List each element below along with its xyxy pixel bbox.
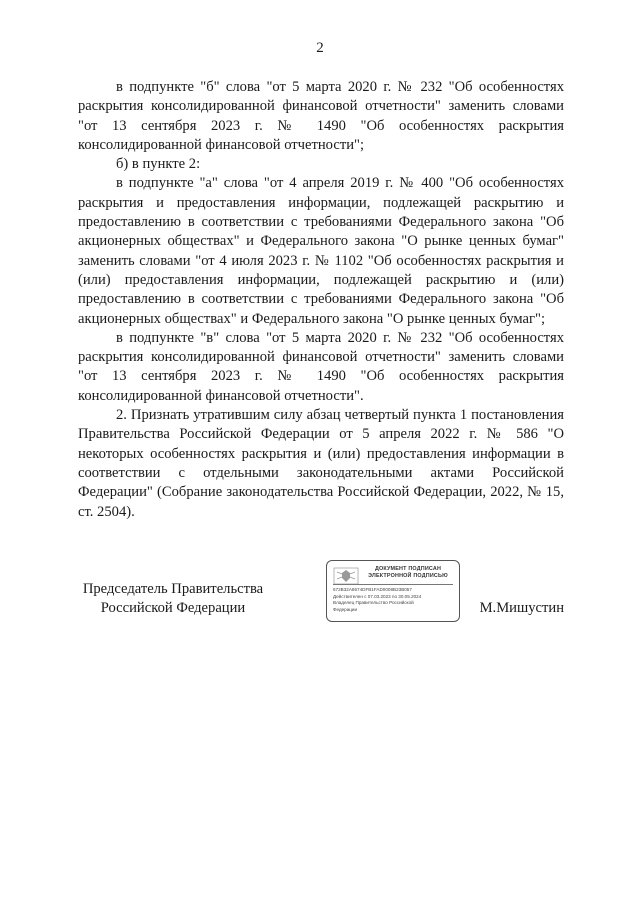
electronic-signature-stamp — [326, 560, 460, 622]
paragraph-item-2: 2. Признать утратившим силу абзац четвертый пункта 1 постановления Правительства Российской Федерации от 5 апреля 2022 г. № 586 "О некоторых особенностях раскрытия и (или) предоставления информации в соответствии с отдельными законодательными актами Российской Федерации" (Собрание законодательства Российской Федерации, 2022, № 15, ст. 2504). — [78, 407, 564, 520]
stamp-owner-line2: Федерации — [333, 606, 358, 612]
stamp-details — [333, 587, 455, 613]
signer-title — [78, 580, 268, 618]
document-body — [78, 78, 564, 522]
paragraph-subpoint-v: в подпункте "в" слова "от 5 марта 2020 г. № 232 "Об особенностях раскрытия консолидированной финансовой отчетности" заменить словами "от 13 сентября 2023 г. № 1490 "Об особенностях раскрытия консолидированной финансовой отчетности". — [78, 329, 564, 404]
signer-name: М.Мишустин — [479, 600, 564, 616]
paragraph-subpoint-b: в подпункте "б" слова "от 5 марта 2020 г. № 232 "Об особенностях раскрытия консолидированной финансовой отчетности" заменить словами "от 13 сентября 2023 г. № 1490 "Об особенностях раскрытия консолидированной финансовой отчетности"; — [78, 79, 564, 153]
stamp-certificate: 672B32A8674DFB1FAD0008B23B057 — [333, 587, 412, 592]
paragraph-point-2-heading: б) в пункте 2: — [116, 156, 201, 173]
signer-title-line2: Российской Федерации — [100, 600, 246, 616]
stamp-divider — [333, 584, 453, 585]
stamp-owner-line1: Владелец Правительство Российской — [333, 600, 414, 606]
stamp-heading — [361, 566, 455, 580]
page-number: 2 — [316, 40, 324, 56]
stamp-validity: Действителен с 07.03.2023 по 30.05.2024 — [333, 593, 422, 599]
stamp-heading-line2: ЭЛЕКТРОННОЙ ПОДПИСЬЮ — [368, 573, 448, 579]
signature-block — [78, 560, 564, 630]
signer-title-line1: Председатель Правительства — [82, 581, 264, 597]
paragraph-subpoint-a: в подпункте "а" слова "от 4 апреля 2019 г. № 400 "Об особенностях раскрытия и предоставления информации, подлежащей раскрытию и предоставлению в соответствии с требованиями Федерального закона "Об акционерных обществах" и Федерального закона "О рынке ценных бумаг" заменить словами "от 4 июля 2023 г. № 1102 "Об особенностях раскрытия и (или) предоставления информации, подлежащей раскрытию и (или) предоставлению в соответствии с требованиями Федерального закона "Об акционерных обществах" и Федерального закона "О рынке ценных бумаг"; — [78, 175, 564, 327]
coat-of-arms-icon — [333, 567, 359, 585]
stamp-heading-line1: ДОКУМЕНТ ПОДПИСАН — [374, 566, 442, 572]
